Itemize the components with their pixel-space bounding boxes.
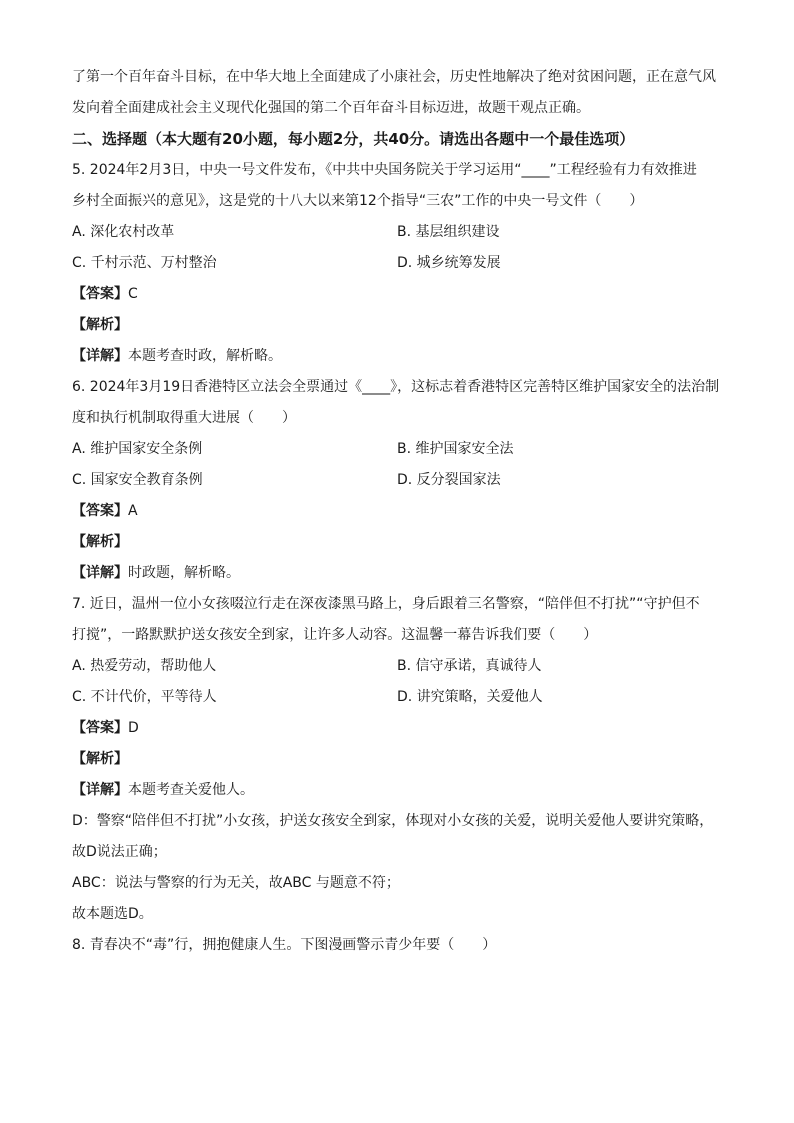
detail-label: 【详解】 <box>72 348 128 364</box>
q5-options-row-2 <box>72 248 722 279</box>
q7-analysis <box>72 744 722 775</box>
q6-option-c: C. 国家安全教育条例 <box>72 472 203 488</box>
q7-explanation-line-3: ABC：说法与警察的行为无关，故ABC 与题意不符； <box>72 875 400 891</box>
q5-analysis <box>72 310 722 341</box>
q6-answer-value: A <box>128 503 138 519</box>
q7-explanation-line-2: 故D说法正确； <box>72 844 167 860</box>
q6-stem-line-2: 度和执行机制取得重大进展（ ） <box>72 410 296 426</box>
q5-answer-value: C <box>128 286 138 302</box>
question-7 <box>72 589 722 930</box>
q7-answer-value: D <box>128 720 139 736</box>
q7-explanation-line-1: D：警察“陪伴但不打扰”小女孩，护送女孩安全到家，体现对小女孩的关爱，说明关爱他人要讲究策略， <box>72 813 714 829</box>
q6-detail-text: 时政题，解析略。 <box>128 565 240 581</box>
q6-answer <box>72 496 722 527</box>
analysis-label: 【解析】 <box>72 534 128 550</box>
q6-option-a: A. 维护国家安全条例 <box>72 441 203 457</box>
q5-option-b: B. 基层组织建设 <box>397 224 500 240</box>
answer-label: 【答案】 <box>72 720 128 736</box>
q5-detail <box>72 341 722 372</box>
intro-line-2: 发向着全面建成社会主义现代化强国的第二个百年奋斗目标迈进，故题干观点正确。 <box>72 100 590 116</box>
analysis-label: 【解析】 <box>72 317 128 333</box>
q7-detail <box>72 775 722 806</box>
q7-answer <box>72 713 722 744</box>
q7-options-row-2 <box>72 682 722 713</box>
q8-stem-line-1: 8. 青春决不“毒”行，拥抱健康人生。下图漫画警示青少年要（ ） <box>72 937 497 953</box>
document-page <box>72 62 722 961</box>
q6-options-row-1 <box>72 434 722 465</box>
detail-label: 【详解】 <box>72 782 128 798</box>
analysis-label: 【解析】 <box>72 751 128 767</box>
question-8 <box>72 930 722 961</box>
q6-options-row-2 <box>72 465 722 496</box>
q5-detail-text: 本题考查时政，解析略。 <box>128 348 282 364</box>
intro-line-1: 了第一个百年奋斗目标，在中华大地上全面建成了小康社会，历史性地解决了绝对贫困问题，正在意气风 <box>72 69 716 85</box>
q5-stem-line-2: 乡村全面振兴的意见》，这是党的十八大以来第12个指导“三农”工作的中央一号文件（ ） <box>72 193 644 209</box>
question-5 <box>72 155 722 372</box>
q5-answer <box>72 279 722 310</box>
q6-analysis <box>72 527 722 558</box>
q5-option-c: C. 千村示范、万村整治 <box>72 255 217 271</box>
q6-detail <box>72 558 722 589</box>
question-6 <box>72 372 722 589</box>
q6-stem-line-1: 6. 2024年3月19日香港特区立法会全票通过《____》，这标志着香港特区完善特区维护国家安全的法治制 <box>72 379 720 395</box>
q5-options-row-1 <box>72 217 722 248</box>
q7-detail-text: 本题考查关爱他人。 <box>128 782 254 798</box>
q5-stem-line-1: 5. 2024年2月3日，中央一号文件发布，《中共中央国务院关于学习运用“____”工程经验有力有效推进 <box>72 162 697 178</box>
q6-option-d: D. 反分裂国家法 <box>397 472 501 488</box>
q6-option-b: B. 维护国家安全法 <box>397 441 514 457</box>
q7-stem-line-2: 打搅”，一路默默护送女孩安全到家，让许多人动容。这温馨一幕告诉我们要（ ） <box>72 627 598 643</box>
section-heading: 二、选择题（本大题有20小题，每小题2分，共40分。请选出各题中一个最佳选项） <box>72 130 635 148</box>
q7-option-b: B. 信守承诺，真诚待人 <box>397 658 542 674</box>
q5-option-d: D. 城乡统筹发展 <box>397 255 501 271</box>
q5-option-a: A. 深化农村改革 <box>72 224 175 240</box>
q7-stem-line-1: 7. 近日，温州一位小女孩啜泣行走在深夜漆黑马路上，身后跟着三名警察，“陪伴但不打扰”“守护但不 <box>72 596 700 612</box>
answer-label: 【答案】 <box>72 503 128 519</box>
q7-option-a: A. 热爱劳动，帮助他人 <box>72 658 217 674</box>
q7-options-row-1 <box>72 651 722 682</box>
q7-explanation-line-4: 故本题选D。 <box>72 906 153 922</box>
answer-label: 【答案】 <box>72 286 128 302</box>
q7-option-d: D. 讲究策略，关爱他人 <box>397 689 543 705</box>
q7-option-c: C. 不计代价，平等待人 <box>72 689 217 705</box>
detail-label: 【详解】 <box>72 565 128 581</box>
